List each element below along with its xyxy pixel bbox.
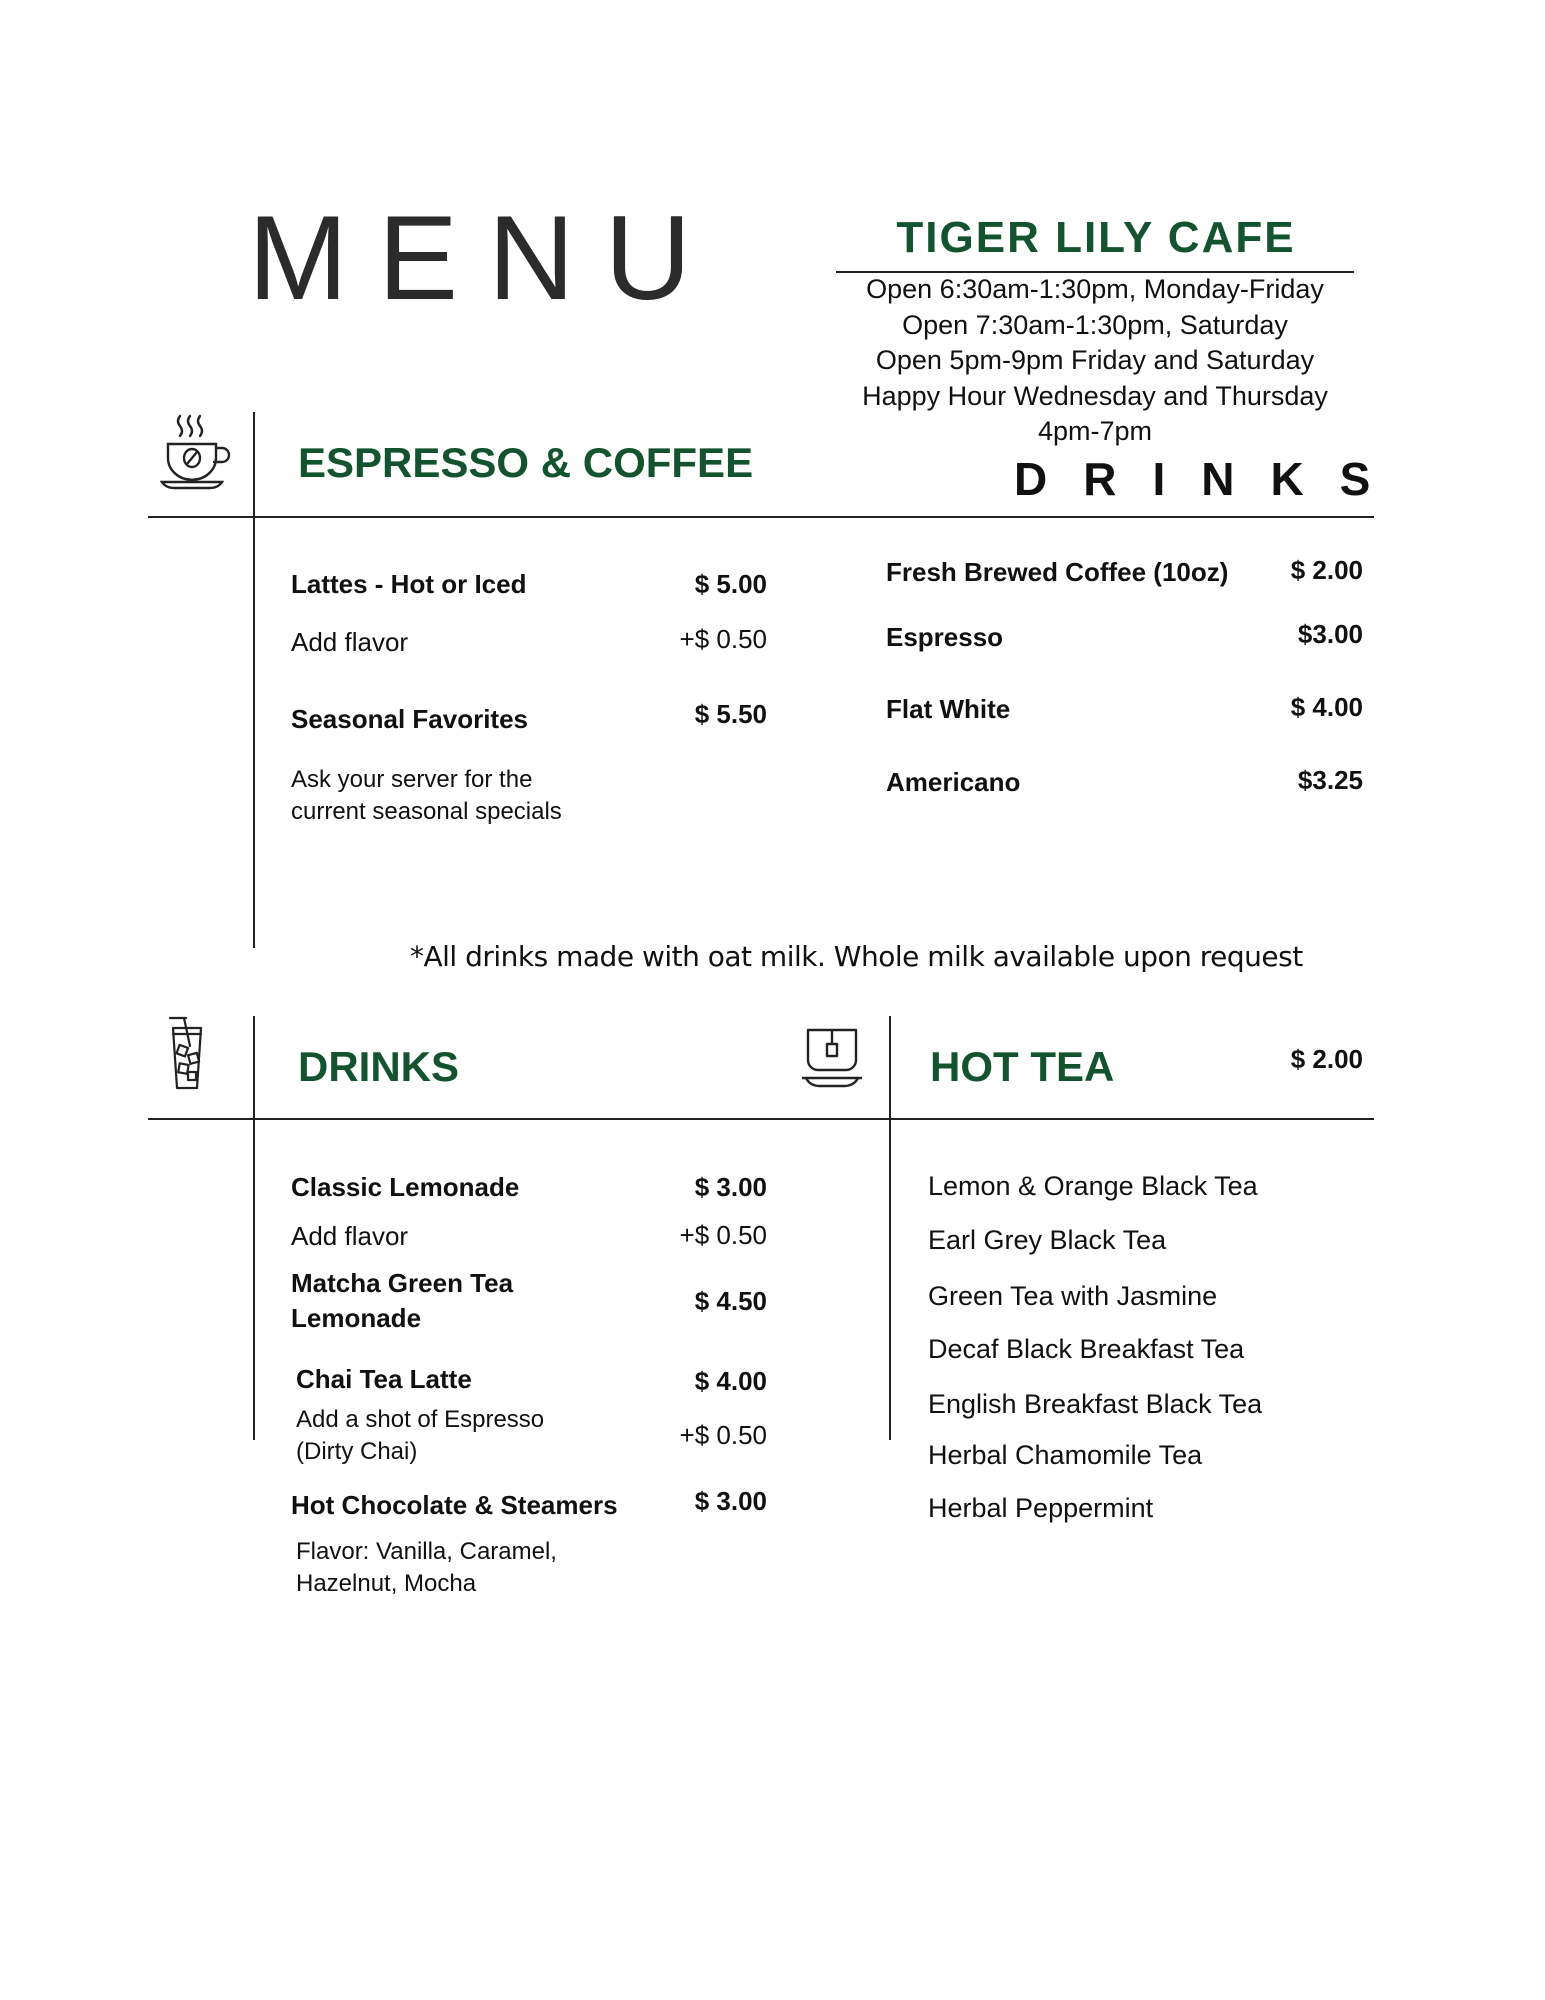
- coffee-cup-icon: [158, 412, 234, 492]
- hours-line: Open 6:30am-1:30pm, Monday-Friday: [866, 274, 1324, 304]
- iced-drink-icon: [164, 1014, 212, 1094]
- item-seasonal-favorites: Seasonal Favorites: [291, 704, 528, 734]
- hours-line: Open 7:30am-1:30pm, Saturday: [902, 309, 1288, 340]
- item-chai-tea-latte: Chai Tea Latte: [296, 1364, 472, 1394]
- hours-line: Happy Hour Wednesday and Thursday: [862, 380, 1328, 411]
- flavor-line: Flavor: Vanilla, Caramel,: [296, 1538, 557, 1565]
- price-espresso: $3.00: [1297, 619, 1363, 649]
- add-flavor-price: +$ 0.50: [679, 624, 767, 654]
- drinks-tea-divider: [889, 1016, 891, 1440]
- tea-item: Earl Grey Black Tea: [928, 1225, 1167, 1255]
- seasonal-note-line: Ask your server for the: [291, 766, 533, 793]
- price-espresso-shot: +$ 0.50: [679, 1420, 767, 1450]
- drinks-spaced-label: DRINKS: [1014, 453, 1407, 505]
- tea-item: Decaf Black Breakfast Tea: [928, 1334, 1245, 1364]
- cafe-name: TIGER LILY CAFE: [896, 213, 1296, 262]
- seasonal-note: [291, 764, 562, 828]
- price-chai-tea-latte: $ 4.00: [694, 1366, 767, 1396]
- hours-line: 4pm-7pm: [1037, 416, 1153, 446]
- drinks-horizontal-rule: [148, 1118, 1374, 1120]
- item-espresso: Espresso: [886, 622, 1004, 652]
- price-hot-chocolate: $ 3.00: [694, 1486, 767, 1516]
- tea-item: Lemon & Orange Black Tea: [928, 1171, 1258, 1201]
- oat-milk-footnote: *All drinks made with oat milk. Whole milk available upon request: [410, 940, 1303, 973]
- price-americano: $3.25: [1297, 765, 1363, 795]
- item-fresh-brewed-coffee: Fresh Brewed Coffee (10oz): [886, 557, 1229, 587]
- tea-item: Herbal Chamomile Tea: [928, 1440, 1203, 1470]
- item-americano: Americano: [886, 767, 1021, 797]
- drinks-heading: DRINKS: [298, 1043, 460, 1090]
- espresso-vertical-rule: [253, 412, 255, 948]
- item-name-line: Matcha Green Tea: [291, 1268, 514, 1298]
- item-name-line: Lemonade: [291, 1303, 422, 1333]
- drinks-add-flavor-label: Add flavor: [291, 1221, 409, 1251]
- price-flat-white: $ 4.00: [1290, 692, 1363, 722]
- tea-item: English Breakfast Black Tea: [928, 1389, 1263, 1419]
- opening-hours: [800, 272, 1390, 450]
- tea-item: Green Tea with Jasmine: [928, 1281, 1218, 1311]
- item-lattes: Lattes - Hot or Iced: [291, 569, 527, 599]
- espresso-horizontal-rule: [148, 516, 1374, 518]
- price-lattes: $ 5.00: [694, 569, 767, 599]
- hot-chocolate-flavors: [296, 1536, 557, 1600]
- espresso-coffee-heading: ESPRESSO & COFFEE: [298, 439, 754, 486]
- menu-title: MENU: [248, 191, 722, 325]
- drinks-add-flavor-price: +$ 0.50: [679, 1220, 767, 1250]
- item-classic-lemonade: Classic Lemonade: [291, 1172, 520, 1202]
- drinks-vertical-rule: [253, 1016, 255, 1440]
- price-classic-lemonade: $ 3.00: [694, 1172, 767, 1202]
- price-hot-tea: $ 2.00: [1290, 1044, 1363, 1074]
- addon-line: Add a shot of Espresso: [296, 1406, 545, 1433]
- item-flat-white: Flat White: [886, 694, 1011, 724]
- price-fresh-brewed-coffee: $ 2.00: [1290, 555, 1363, 585]
- item-matcha-lemonade: [291, 1266, 513, 1336]
- addon-line: (Dirty Chai): [296, 1438, 418, 1465]
- seasonal-note-line: current seasonal specials: [291, 798, 562, 825]
- price-matcha-lemonade: $ 4.50: [694, 1286, 767, 1316]
- flavor-line: Hazelnut, Mocha: [296, 1570, 477, 1597]
- item-hot-chocolate: Hot Chocolate & Steamers: [291, 1490, 618, 1520]
- hours-line: Open 5pm-9pm Friday and Saturday: [875, 345, 1315, 375]
- espresso-shot-addon: [296, 1404, 544, 1468]
- tea-cup-icon: [800, 1026, 864, 1090]
- hot-tea-heading: HOT TEA: [930, 1043, 1115, 1090]
- add-flavor-label: Add flavor: [291, 627, 409, 657]
- tea-item: Herbal Peppermint: [928, 1493, 1154, 1523]
- price-seasonal-favorites: $ 5.50: [694, 699, 767, 729]
